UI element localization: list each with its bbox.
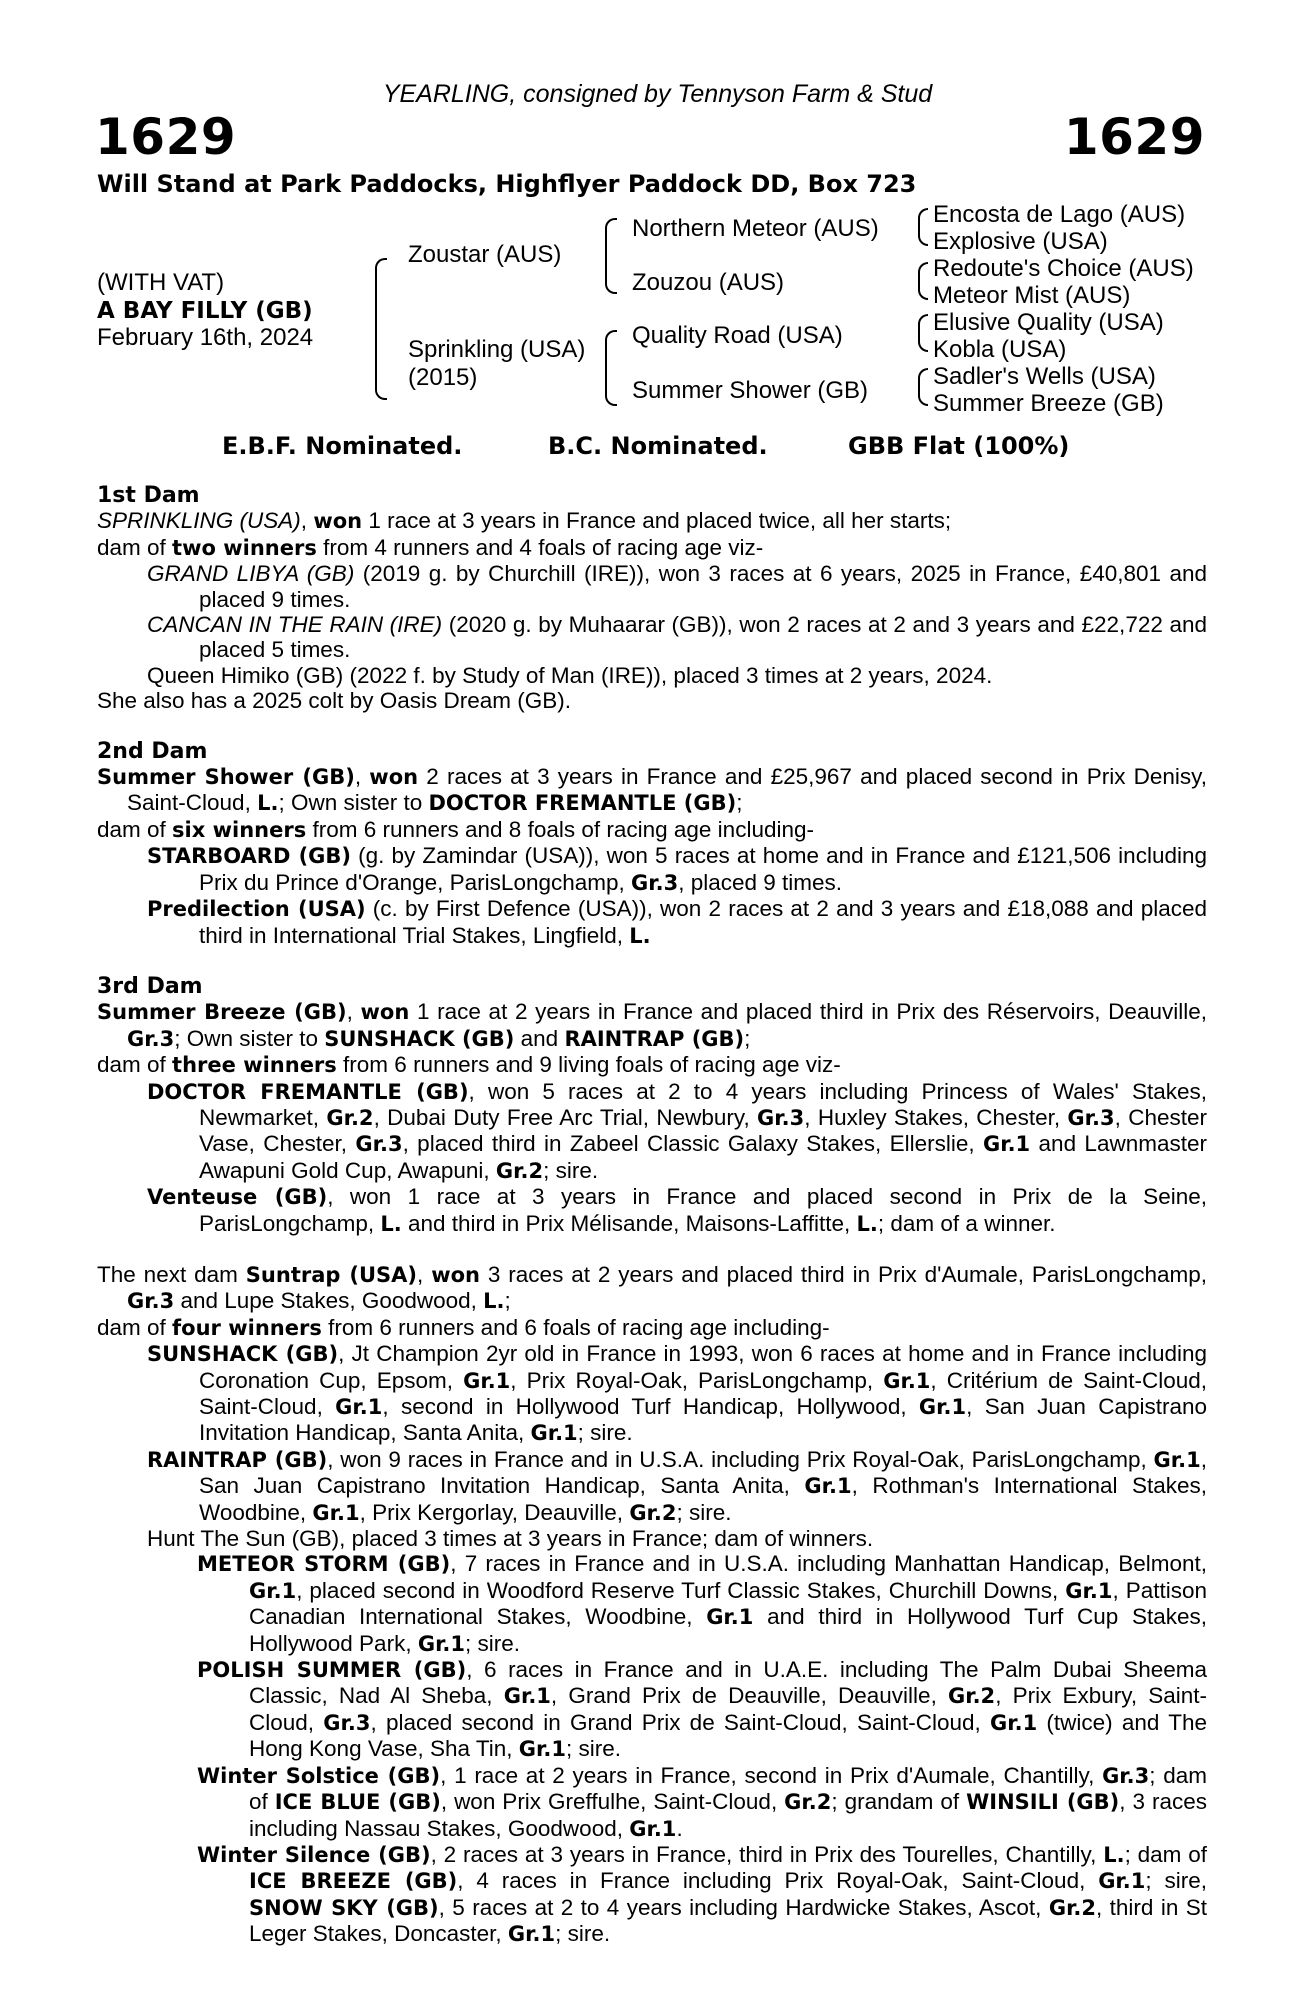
gbb-flat: GBB Flat (100%) <box>848 432 1070 460</box>
second-dam-progeny-2: Predilection (USA) (c. by First Defence (USA)), won 2 races at 2 and 3 years and £18,088 and placed third in International Trial Stakes, Lingfield, L. <box>147 896 1207 948</box>
horse-name: A BAY FILLY (GB) <box>97 298 313 324</box>
ebf-nominated: E.B.F. Nominated. <box>222 432 463 460</box>
pedigree-brace-g4 <box>918 368 928 406</box>
first-dam-progeny-2: CANCAN IN THE RAIN (IRE) (2020 g. by Muhaarar (GB)), won 2 races at 2 and 3 years and £22,722 and placed 5 times. <box>147 612 1207 663</box>
first-dam-progeny-3: Queen Himiko (GB) (2022 f. by Study of Man (IRE)), placed 3 times at 2 years, 2024. <box>147 662 993 688</box>
foaling-date: February 16th, 2024 <box>97 324 314 351</box>
first-dam-title: 1st Dam <box>97 483 200 508</box>
consignor-line: YEARLING, consigned by Tennyson Farm & Stud <box>382 80 933 108</box>
pedigree-brace-g3 <box>918 314 928 352</box>
next-dam-progeny-2: RAINTRAP (GB), won 9 races in France and in U.S.A. including Prix Royal-Oak, ParisLongchamp, Gr.1, San Juan Capistrano Invitation Handicap, Santa Anita, Gr.1, Rothman's International Stakes, Woodbine, Gr.1, Prix Kergorlay, Deauville, Gr.2; sire. <box>147 1446 1207 1525</box>
first-dam-produce: dam of two winners from 4 runners and 4 foals of racing age viz- <box>97 534 764 560</box>
pedigree-g4: Meteor Mist (AUS) <box>933 282 1131 309</box>
next-dam-progeny-3: Hunt The Sun (GB), placed 3 times at 3 years in France; dam of winners. <box>147 1526 874 1552</box>
first-dam-summary: SPRINKLING (USA), won 1 race at 3 years in France and placed twice, all her starts; <box>97 508 952 534</box>
first-dam-progeny-1: GRAND LIBYA (GB) (2019 g. by Churchill (IRE)), won 3 races at 6 years, 2025 in France, £40,801 and placed 9 times. <box>147 561 1207 612</box>
grand-progeny-4: Winter Silence (GB), 2 races at 3 years in France, third in Prix des Tourelles, Chantilly, L.; dam of ICE BREEZE (GB), 4 races in France including Prix Royal-Oak, Saint-Cloud, Gr.1; sire, SNOW SKY (GB), 5 races at 2 to 4 years including Hardwicke Stakes, Ascot, Gr.2, third in St Leger Stakes, Doncaster, Gr.1; sire. <box>197 1841 1208 1947</box>
pedigree-sire-sire: Northern Meteor (AUS) <box>632 215 879 242</box>
pedigree-brace-sire <box>605 218 617 294</box>
pedigree-dam-dam: Summer Shower (GB) <box>632 377 869 404</box>
pedigree-g3: Redoute's Choice (AUS) <box>933 255 1194 282</box>
pedigree-brace-main <box>375 258 387 400</box>
second-dam-progeny-1: STARBOARD (GB) (g. by Zamindar (USA)), won 5 races at home and in France and £121,506 including Prix du Prince d'Orange, ParisLongchamp, Gr.3, placed 9 times. <box>147 843 1208 895</box>
pedigree-g8: Summer Breeze (GB) <box>933 390 1164 417</box>
pedigree-notes <box>97 483 1207 1948</box>
lot-number-left: 1629 <box>95 108 237 166</box>
pedigree-g1: Encosta de Lago (AUS) <box>933 201 1186 228</box>
third-dam-produce: dam of three winners from 6 runners and 9 living foals of racing age viz- <box>97 1052 841 1078</box>
pedigree-brace-g2 <box>918 262 928 300</box>
third-dam-summary: Summer Breeze (GB), won 1 race at 2 years in France and placed third in Prix des Réservoirs, Deauville, Gr.3; Own sister to SUNSHACK (GB) and RAINTRAP (GB); <box>97 999 1207 1051</box>
pedigree-g2: Explosive (USA) <box>933 228 1108 255</box>
pedigree-dam: Sprinkling (USA) <box>408 336 586 363</box>
third-dam-progeny-2: Venteuse (GB), won 1 race at 3 years in France and placed second in Prix de la Seine, ParisLongchamp, L. and third in Prix Mélisande, Maisons-Laffitte, L.; dam of a winner. <box>147 1184 1207 1236</box>
stabling-location: Will Stand at Park Paddocks, Highflyer Paddock DD, Box 723 <box>97 170 917 198</box>
vat-label: (WITH VAT) <box>97 269 225 296</box>
first-dam-also: She also has a 2025 colt by Oasis Dream (GB). <box>97 688 571 714</box>
pedigree-brace-g1 <box>918 208 928 246</box>
grand-progeny-3: Winter Solstice (GB), 1 race at 2 years in France, second in Prix d'Aumale, Chantilly, Gr.3; dam of ICE BLUE (GB), won Prix Greffulhe, Saint-Cloud, Gr.2; grandam of WINSILI (GB), 3 races including Nassau Stakes, Goodwood, Gr.1. <box>197 1762 1208 1841</box>
grand-progeny-2: POLISH SUMMER (GB), 6 races in France and in U.A.E. including The Palm Dubai Sheema Classic, Nad Al Sheba, Gr.1, Grand Prix de Deauville, Deauville, Gr.2, Prix Exbury, Saint-Cloud, Gr.3, placed second in Grand Prix de Saint-Cloud, Saint-Cloud, Gr.1 (twice) and The Hong Kong Vase, Sha Tin, Gr.1; sire. <box>197 1657 1208 1762</box>
pedigree-g7: Sadler's Wells (USA) <box>933 363 1156 390</box>
next-dam-produce: dam of four winners from 6 runners and 6 foals of racing age including- <box>97 1314 830 1340</box>
pedigree-brace-dam <box>605 330 617 406</box>
second-dam-title: 2nd Dam <box>97 738 208 764</box>
next-dam-summary: The next dam Suntrap (USA), won 3 races at 2 years and placed third in Prix d'Aumale, ParisLongchamp, Gr.3 and Lupe Stakes, Goodwood, L.; <box>97 1261 1208 1314</box>
third-dam-progeny-1: DOCTOR FREMANTLE (GB), won 5 races at 2 to 4 years including Princess of Wales' Stakes, Newmarket, Gr.2, Dubai Duty Free Arc Trial, Newbury, Gr.3, Huxley Stakes, Chester, Gr.3, Chester Vase, Chester, Gr.3, placed third in Zabeel Classic Galaxy Stakes, Ellerslie, Gr.1 and Lawnmaster Awapuni Gold Cup, Awapuni, Gr.2; sire. <box>147 1078 1207 1183</box>
bc-nominated: B.C. Nominated. <box>548 432 768 460</box>
pedigree-sire: Zoustar (AUS) <box>408 241 562 268</box>
second-dam-produce: dam of six winners from 6 runners and 8 foals of racing age including- <box>97 816 814 842</box>
grand-progeny-1: METEOR STORM (GB), 7 races in France and in U.S.A. including Manhattan Handicap, Belmont, Gr.1, placed second in Woodford Reserve Turf Classic Stakes, Churchill Downs, Gr.1, Pattison Canadian International Stakes, Woodbine, Gr.1 and third in Hollywood Turf Cup Stakes, Hollywood Park, Gr.1; sire. <box>197 1551 1208 1656</box>
second-dam-summary: Summer Shower (GB), won 2 races at 3 years in France and £25,967 and placed second in Prix Denisy, Saint-Cloud, L.; Own sister to DOCTOR FREMANTLE (GB); <box>97 764 1207 816</box>
pedigree-dam-year: (2015) <box>408 364 478 391</box>
pedigree-dam-sire: Quality Road (USA) <box>632 322 843 349</box>
first-dam-name: SPRINKLING (USA) <box>97 508 301 534</box>
pedigree-g6: Kobla (USA) <box>933 336 1067 363</box>
lot-number-right: 1629 <box>1063 108 1205 166</box>
pedigree-sire-dam: Zouzou (AUS) <box>632 269 785 296</box>
third-dam-title: 3rd Dam <box>97 973 203 999</box>
pedigree-g5: Elusive Quality (USA) <box>933 309 1164 336</box>
next-dam-progeny-1: SUNSHACK (GB), Jt Champion 2yr old in France in 1993, won 6 races at home and in France including Coronation Cup, Epsom, Gr.1, Prix Royal-Oak, ParisLongchamp, Gr.1, Critérium de Saint-Cloud, Saint-Cloud, Gr.1, second in Hollywood Turf Handicap, Hollywood, Gr.1, San Juan Capistrano Invitation Handicap, Santa Anita, Gr.1; sire. <box>147 1341 1207 1446</box>
